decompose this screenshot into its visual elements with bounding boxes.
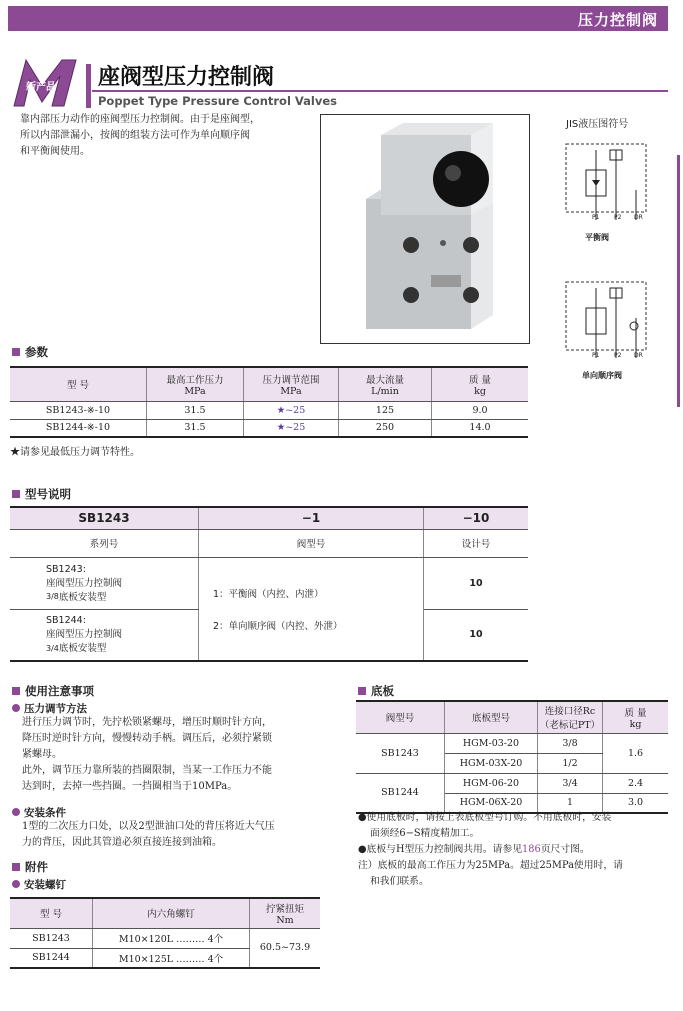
table-row: SB1244-※-10 31.5 ★~25 250 14.0 — [10, 419, 528, 437]
table-row: SB1243-※-10 31.5 ★~25 125 9.0 — [10, 401, 528, 419]
params-table: 型 号 最高工作压力 MPa 压力调节范围 MPa 最大流量 L/min 质 量 kg SB1243-※-10 31.5 ★~25 125 9.0 SB1244-※-10 31.5 ★~25 250 14.0 — [10, 366, 528, 438]
params-note: ★请参见最低压力调节特性。 — [10, 447, 140, 458]
usage-p2: 1型的二次压力口处，以及2型泄油口处的背压将近大气压 力的背压，因此其管道必须直接连接到油箱。 — [22, 821, 275, 848]
model-heading: 型号说明 — [12, 486, 71, 502]
accessory-table: 型 号 内六角螺钉 拧紧扭矩 Nm SB1243 M10×120L ……… 4个 60.5~73.9 SB1244 M10×125L ……… 4个 — [10, 897, 320, 969]
accessory-sub: 安装螺钉 — [12, 877, 66, 892]
params-heading: 参数 — [12, 344, 48, 360]
baseplate-notes: ●使用底板时，请按上表底板型号订购。不用底板时，安装 面须经6−S精度精加工。 ●底板与H型压力控制阀共用。请参见186页尺寸图。 注）底板的最高工作压力为25MPa。超过25MPa使用时，请 和我们联系。 — [358, 812, 623, 887]
badge-text: 新产品 — [26, 82, 56, 93]
accessory-heading: 附件 — [12, 859, 48, 875]
model-table: SB1243 −1 −10 系列号 阀型号 设计号 SB1243: 座阀型压力控制阀 3/8底板安装型 1：平衡阀（内控、内泄） 2：单向顺序阀（内控、外泄） 10 SB1244: 座阀型压力控制阀 3/4底板安装型 10 — [10, 506, 528, 662]
page-ref-link[interactable]: 186 — [522, 844, 541, 855]
page-subtitle: Poppet Type Pressure Control Valves — [98, 94, 338, 108]
page-title: 座阀型压力控制阀 — [98, 65, 275, 90]
product-photo — [320, 114, 530, 344]
baseplate-table: 阀型号 底板型号 连接口径Rc （老标记PT） 质 量 kg SB1243 HGM-03-20 3/8 1.6 HGM-03X-20 1/2 SB1244 HGM-06-20 3/4 2.4 HGM-06X-20 1 3.0 — [356, 700, 668, 814]
jis-symbol-balance: P1 P2 DR — [564, 140, 648, 224]
baseplate-heading: 底板 — [358, 683, 394, 699]
title-rule — [92, 90, 668, 92]
new-product-badge — [12, 56, 78, 110]
usage-sub2: 安装条件 — [12, 805, 66, 820]
jis-title: JIS液压图符号 — [566, 119, 629, 130]
side-tab — [677, 155, 680, 407]
usage-p1: 进行压力调节时，先拧松锁紧螺母，增压时顺时针方向， 降压时逆时针方向，慢慢转动手柄。调压后，必须拧紧锁 紧螺母。 此外，调节压力靠所装的挡圈限制，当某一工作压力不能 达到时，去掉一些挡圈。一挡圈相当于10MPa。 — [22, 717, 272, 792]
usage-heading: 使用注意事项 — [12, 683, 94, 699]
category-title: 压力控制阀 — [577, 11, 658, 29]
category-bar — [8, 6, 668, 31]
usage-sub1: 压力调节方法 — [12, 701, 87, 716]
jis-caption-balance: 平衡阀 — [585, 233, 609, 242]
intro-text: 靠内部压力动作的座阀型压力控制阀。由于是座阀型， 所以内部泄漏小，按阀的组装方法可作为单向顺序阀 和平衡阀使用。 — [20, 114, 260, 157]
jis-caption-sequence: 单向顺序阀 — [582, 371, 622, 380]
jis-symbol-sequence: P1 P2 DR — [564, 278, 648, 362]
title-accent — [86, 64, 91, 108]
